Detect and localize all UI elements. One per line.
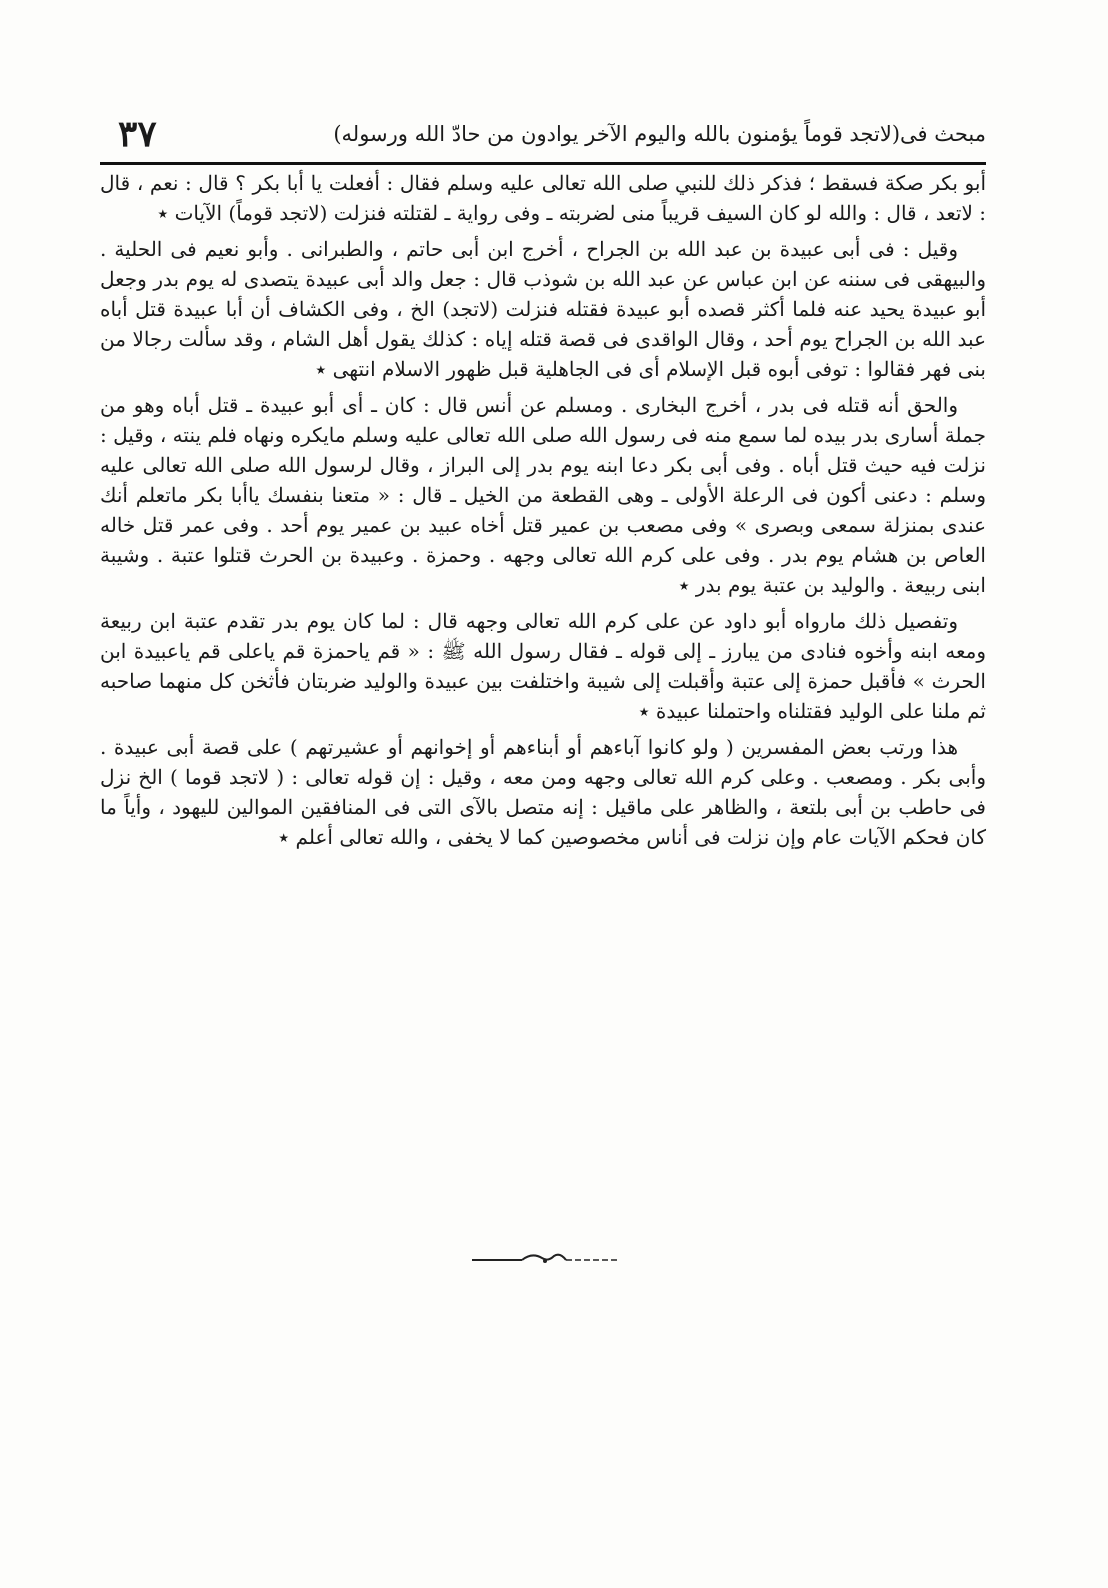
page-number: ٣٧ xyxy=(118,113,157,155)
paragraph: هذا ورتب بعض المفسرين ( ولو كانوا آباءهم أو أبناءهم أو إخوانهم أو عشيرتهم ) على قصة أبى عبيدة . وأبى بكر . ومصعب . وعلى كرم الله تعالى وجهه ومن معه ، وقيل : إن قوله تعالى : ( لاتجد قوما ) الخ نزل فى حاطب بن أبى بلتعة ، والظاهر على ماقيل : إنه متصل بالآى التى فى المنافقين الموالين لليهود ، وأياً ما كان فحكم الآيات عام وإن نزلت فى أناس مخصوصين كما لا يخفى ، والله تعالى أعلم ٭ xyxy=(100,735,986,849)
body-text xyxy=(100,168,986,858)
header-rule xyxy=(100,162,986,165)
running-title: مبحث فى(لاتجد قوماً يؤمنون بالله واليوم الآخر يوادون من حادّ الله ورسوله) xyxy=(333,122,986,146)
paragraph: والحق أنه قتله فى بدر ، أخرج البخارى . ومسلم عن أنس قال : كان ـ أى أبو عبيدة ـ قتل أباه وهو من جملة أسارى بدر بيده لما سمع منه فى رسول الله صلى الله تعالى عليه وسلم مايكره ونهاه فلم ينته ، وقيل : نزلت فيه حيث قتل أباه . وفى أبى بكر دعا ابنه يوم بدر إلى البراز ، وقال لرسول الله صلى الله تعالى عليه وسلم : دعنى أكون فى الرعلة الأولى ـ وهى القطعة من الخيل ـ قال : « متعنا بنفسك ياأبا بكر ماتعلم أنك عندى بمنزلة سمعى وبصرى » وفى مصعب بن عمير قتل أخاه عبيد بن عمير يوم أحد . وفى عمر قتل خاله العاص بن هشام يوم بدر . وفى على كرم الله تعالى وجهه . وحمزة . وعبيدة بن الحرث قتلوا عتبة . وشيبة ابنى ربيعة . والوليد بن عتبة يوم بدر ٭ xyxy=(100,393,986,597)
end-ornament-icon xyxy=(470,1248,620,1268)
page-header xyxy=(100,112,986,156)
paragraph: وقيل : فى أبى عبيدة بن عبد الله بن الجراح ، أخرج ابن أبى حاتم ، والطبرانى . وأبو نعيم فى الحلية . والبيهقى فى سننه عن ابن عباس عن عبد الله بن شوذب قال : جعل والد أبى عبيدة يتصدى له يوم بدر وجعل أبو عبيدة يحيد عنه فلما أكثر قصده أبو عبيدة فقتله فنزلت (لاتجد) الخ ، وفى الكشاف أن أبا عبيدة قتل أباه عبد الله بن الجراح يوم أحد ، وقال الواقدى فى قصة قتله إياه : كذلك يقول أهل الشام ، وقد سألت رجالا من بنى فهر فقالوا : توفى أبوه قبل الإسلام أى فى الجاهلية قبل ظهور الاسلام انتهى ٭ xyxy=(100,237,986,381)
paragraph: أبو بكر صكة فسقط ؛ فذكر ذلك للنبي صلى الله تعالى عليه وسلم فقال : أفعلت يا أبا بكر ؟ قال : نعم ، قال : لاتعد ، قال : والله لو كان السيف قريباً منى لضربته ـ وفى رواية ـ لقتلته فنزلت (لاتجد قوماً) الآيات ٭ xyxy=(100,171,986,225)
paragraph: وتفصيل ذلك مارواه أبو داود عن على كرم الله تعالى وجهه قال : لما كان يوم بدر تقدم عتبة ابن ربيعة ومعه ابنه وأخوه فنادى من يبارز ـ إلى قوله ـ فقال رسول الله ﷺ : « قم ياحمزة قم ياعلى قم ياعبيدة ابن الحرث » فأقبل حمزة إلى عتبة وأقبلت إلى شيبة واختلفت بين عبيدة والوليد ضربتان فأثخن كل منهما صاحبه ثم ملنا على الوليد فقتلناه واحتملنا عبيدة ٭ xyxy=(100,609,986,723)
